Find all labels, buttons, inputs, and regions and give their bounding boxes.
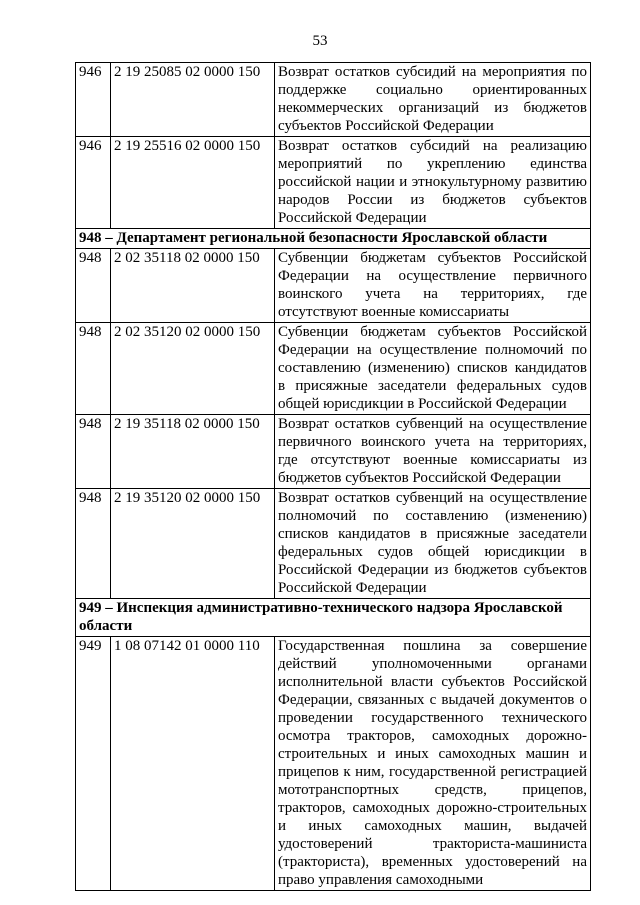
budget-classification-table (75, 62, 591, 891)
table-row (76, 323, 591, 415)
section-header-row (76, 229, 591, 249)
table-row (76, 63, 591, 137)
admin-code-cell: 948 (76, 415, 111, 489)
description-cell: Возврат остатков субсидий на реализацию мероприятий по укреплению единства российской нации и этнокультурному развитию народов России из бюджетов субъектов Российской Федерации (275, 137, 591, 229)
description-cell: Возврат остатков субвенций на осуществление полномочий по составлению (изменению) списков кандидатов в присяжные заседатели федеральных судов общей юрисдикции в Российской Федерации из бюджетов субъектов Российской Федерации (275, 489, 591, 599)
description-cell: Возврат остатков субсидий на мероприятия по поддержке социально ориентированных некоммерческих организаций из бюджетов субъектов Российской Федерации (275, 63, 591, 137)
budget-code-cell: 2 19 35118 02 0000 150 (111, 415, 275, 489)
admin-code-cell: 946 (76, 137, 111, 229)
admin-code-cell: 948 (76, 323, 111, 415)
page-number: 53 (312, 33, 328, 49)
admin-code-cell: 949 (76, 637, 111, 891)
budget-code-cell: 2 02 35118 02 0000 150 (111, 249, 275, 323)
admin-code-cell: 948 (76, 489, 111, 599)
table-row (76, 249, 591, 323)
description-cell: Субвенции бюджетам субъектов Российской Федерации на осуществление полномочий по составлению (изменению) списков кандидатов в присяжные заседатели федеральных судов общей юрисдикции в Российской Федерации (275, 323, 591, 415)
budget-code-cell: 2 19 35120 02 0000 150 (111, 489, 275, 599)
budget-code-cell: 2 02 35120 02 0000 150 (111, 323, 275, 415)
section-title: 949 – Инспекция административно-технического надзора Ярославской области (76, 599, 591, 637)
budget-code-cell: 2 19 25085 02 0000 150 (111, 63, 275, 137)
table-row (76, 415, 591, 489)
table-row (76, 137, 591, 229)
budget-code-cell: 1 08 07142 01 0000 110 (111, 637, 275, 891)
description-cell: Государственная пошлина за совершение действий уполномоченными органами исполнительной власти субъектов Российской Федерации, связанных с выдачей документов о проведении государственного технического осмотра тракторов, самоходных дорожно-строительных и иных самоходных машин и прицепов к ним, государственной регистрацией мототранспортных средств, прицепов, тракторов, самоходных дорожно-строительных и иных самоходных машин, выдачей удостоверений тракториста-машиниста (тракториста), временных удостоверений на право управления самоходными (275, 637, 591, 891)
description-cell: Субвенции бюджетам субъектов Российской Федерации на осуществление первичного воинского учета на территориях, где отсутствуют военные комиссариаты (275, 249, 591, 323)
table-row (76, 637, 591, 891)
table-body (76, 63, 591, 891)
section-header-row (76, 599, 591, 637)
table-row (76, 489, 591, 599)
description-cell: Возврат остатков субвенций на осуществление первичного воинского учета на территориях, где отсутствуют военные комиссариаты из бюджетов субъектов Российской Федерации (275, 415, 591, 489)
budget-code-cell: 2 19 25516 02 0000 150 (111, 137, 275, 229)
section-title: 948 – Департамент региональной безопасности Ярославской области (76, 229, 591, 249)
admin-code-cell: 948 (76, 249, 111, 323)
admin-code-cell: 946 (76, 63, 111, 137)
